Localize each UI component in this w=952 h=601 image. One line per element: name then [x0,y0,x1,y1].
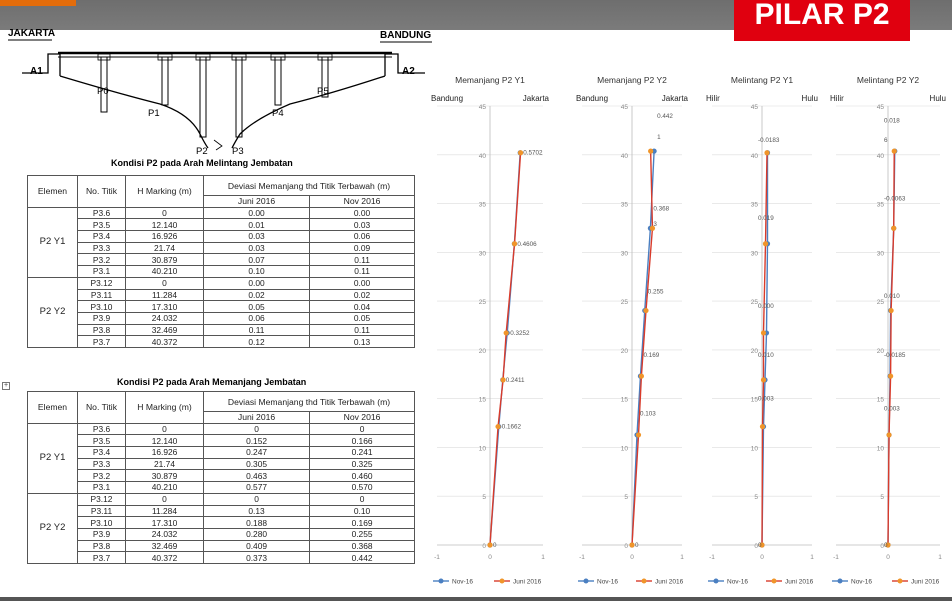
left-direction-label: Hilir [830,94,844,103]
chart-title: Melintang P2 Y2 [856,75,920,85]
table-cell: 0.188 [204,517,310,529]
right-direction-label: Hulu [801,94,818,103]
data-label: 0.169 [643,351,660,359]
table-cell: 0.13 [310,336,415,348]
x-tick-label: 0 [886,554,890,561]
legend-label: Juni 2016 [655,578,684,586]
table-cell: 0.06 [310,231,415,243]
table-transverse [27,175,415,348]
y-tick-label: 0 [754,543,758,550]
col-titik: No. Titik [78,176,126,208]
data-point [512,241,517,246]
table-cell: 16.926 [126,231,204,243]
pier-p4-label: P4 [272,108,284,119]
table-cell: 0.409 [204,540,310,552]
data-label: 0.019 [758,215,774,223]
chart-legend [578,579,684,586]
table-cell: 0.169 [310,517,415,529]
table-row [28,219,415,231]
chart-title: Memanjang P2 Y2 [597,75,667,85]
table-cell: P3.8 [78,324,126,336]
table-cell: 0.305 [204,458,310,470]
legend-marker [772,579,777,584]
table-row [28,301,415,313]
table-cell: 0.373 [204,552,310,564]
data-label: 0.103 [640,410,656,418]
table-cell: P3.2 [78,254,126,266]
col-juni: Juni 2016 [204,196,310,208]
table-row [28,324,415,336]
table-row [28,336,415,348]
y-tick-label: 35 [750,201,758,209]
y-tick-label: 30 [478,250,486,258]
table-row [28,289,415,301]
legend-marker [898,579,903,584]
legend-marker [500,579,505,584]
pier-p5-label: P5 [317,86,329,97]
data-point [763,241,768,246]
table-row [28,470,415,482]
pier-p0-label: P0 [97,86,109,97]
table-cell: 0.11 [204,324,310,336]
table-cell: 0.10 [204,266,310,278]
table-row [28,458,415,470]
col-dev: Deviasi Memanjang thd Titik Terbawah (m) [204,176,415,196]
data-point [504,330,509,335]
abutment-a1-label: A1 [30,66,43,77]
left-direction-label: Bandung [576,94,609,103]
y-tick-label: 30 [750,250,758,258]
table-cell: 0.00 [310,277,415,289]
table-cell: 0 [204,493,310,505]
y-tick-label: 30 [876,250,884,258]
table-cell: 40.210 [126,482,204,494]
table-cell: 30.879 [126,470,204,482]
data-point [761,377,766,382]
table-cell: 0 [126,207,204,219]
data-point [495,424,500,429]
legend-label: Juni 2016 [785,578,814,586]
table-cell: 0.07 [204,254,310,266]
data-point [886,432,891,437]
y-tick-label: 45 [620,104,628,111]
legend-label: Nov-16 [597,578,618,586]
table-row [28,552,415,564]
table-cell: 0.152 [204,435,310,447]
data-label: 0 [758,542,762,549]
table-cell: P3.6 [78,207,126,219]
table-cell: 0.10 [310,505,415,517]
legend-marker [838,579,843,584]
data-label: 0.010 [884,293,900,301]
table-cell: 0.03 [204,231,310,243]
y-tick-label: 25 [876,299,884,307]
right-direction-label: Jakarta [661,94,688,103]
table-cell: P3.9 [78,312,126,324]
y-tick-label: 40 [478,152,486,160]
y-tick-label: 15 [620,396,628,404]
table-cell: 21.74 [126,242,204,254]
table-row [28,277,415,289]
table-cell: 32.469 [126,324,204,336]
data-point [892,149,897,154]
y-tick-label: 25 [478,299,486,307]
y-tick-label: 45 [750,104,758,111]
legend-marker [584,579,589,584]
table-cell: P3.4 [78,447,126,459]
table-cell: 0.166 [310,435,415,447]
table-cell: 0.577 [204,482,310,494]
left-direction-label: Bandung [431,94,464,103]
table-row [28,242,415,254]
table-cell: 0.01 [204,219,310,231]
table-longitudinal-title: Kondisi P2 pada Arah Memanjang Jembatan [117,377,307,387]
data-label: 0 [493,542,497,549]
table-cell: P3.8 [78,540,126,552]
x-tick-label: -1 [434,554,440,561]
table-cell: 0.325 [310,458,415,470]
data-label: 0.5702 [523,149,543,157]
table-cell: 32.469 [126,540,204,552]
data-label: 0 [635,542,639,549]
table-cell: 16.926 [126,447,204,459]
data-label: 0 [884,542,888,549]
table-cell: P3.3 [78,458,126,470]
y-tick-label: 20 [750,347,758,355]
legend-label: Juni 2016 [513,578,542,586]
table-cell: 0.442 [310,552,415,564]
abutment-a2-label: A2 [402,66,415,77]
y-tick-label: 0 [482,543,486,550]
data-point [761,330,766,335]
table-cell: 0.368 [310,540,415,552]
data-label: 0.003 [758,395,774,403]
data-point [487,542,492,547]
group-name: P2 Y1 [28,207,78,277]
x-tick-label: -1 [579,554,585,561]
table-row [28,505,415,517]
y-tick-label: 20 [478,347,486,355]
table-cell: 0.255 [310,528,415,540]
data-label: 0.255 [647,288,664,296]
table-row [28,517,415,529]
col-dev: Deviasi Memanjang thd Titik Terbawah (m) [204,392,415,412]
y-tick-label: 15 [876,396,884,404]
table-cell: 0 [126,423,204,435]
header-accent [0,0,76,6]
table-cell: P3.1 [78,266,126,278]
right-direction-label: Jakarta [522,94,549,103]
data-point [760,424,765,429]
data-point [629,542,634,547]
table-transverse-title: Kondisi P2 pada Arah Melintang Jembatan [111,158,293,168]
table-row [28,254,415,266]
table-cell: 21.74 [126,458,204,470]
chart-melintang-y1 [700,58,824,591]
y-tick-label: 5 [880,494,884,502]
table-cell: 0.460 [310,470,415,482]
data-point [888,374,893,379]
table-row [28,493,415,505]
y-tick-label: 5 [624,494,628,502]
table-cell: 17.310 [126,301,204,313]
table-cell: P3.5 [78,435,126,447]
table-cell: P3.3 [78,242,126,254]
y-tick-label: 10 [620,445,628,453]
y-tick-label: 40 [750,152,758,160]
table-cell: 40.210 [126,266,204,278]
y-tick-label: 10 [876,445,884,453]
right-city-label: BANDUNG [380,30,432,41]
table-cell: 0.06 [204,312,310,324]
y-tick-label: 35 [620,201,628,209]
data-label: -0.0185 [884,351,906,359]
table-cell: 0 [204,423,310,435]
table-row [28,447,415,459]
table-row [28,266,415,278]
table-cell: 0.02 [310,289,415,301]
y-tick-label: 40 [620,152,628,160]
table-cell: 0.12 [204,336,310,348]
y-tick-label: 20 [620,347,628,355]
x-tick-label: 0 [630,554,634,561]
table-cell: 40.372 [126,336,204,348]
table-cell: 0.11 [310,324,415,336]
pier-p3-label: P3 [232,146,244,157]
table-cell: 0.05 [310,312,415,324]
left-city-label: JAKARTA [8,28,56,39]
chart-legend [433,579,542,586]
table-row [28,231,415,243]
table-cell: 0 [126,277,204,289]
table-cell: 0.09 [310,242,415,254]
table-row [28,207,415,219]
data-point [636,432,641,437]
table-cell: P3.2 [78,470,126,482]
data-label: 0.368 [653,205,670,213]
y-tick-label: 35 [478,201,486,209]
chart-memanjang-y2 [570,58,694,591]
data-label: -0.0063 [884,195,906,203]
data-label: 3 [653,221,657,229]
data-label: 6 [884,137,888,145]
table-cell: 0.11 [310,266,415,278]
legend-label: Nov-16 [452,578,473,586]
right-direction-label: Hulu [929,94,946,103]
data-point [643,308,648,313]
y-tick-label: 45 [876,104,884,111]
chart-melintang-y2 [824,58,952,591]
legend-marker [642,579,647,584]
table-row [28,423,415,435]
bridge-schematic [0,24,450,164]
data-label: 0.018 [884,117,900,125]
y-tick-label: 20 [876,347,884,355]
table-cell: P3.1 [78,482,126,494]
table-cell: 0.04 [310,301,415,313]
table-cell: P3.10 [78,301,126,313]
col-titik: No. Titik [78,392,126,424]
table-cell: 0 [310,423,415,435]
col-elemen: Elemen [28,176,78,208]
table-cell: 0.00 [204,207,310,219]
data-label: 0.3252 [510,329,530,337]
x-tick-label: 0 [488,554,492,561]
y-tick-label: 10 [750,445,758,453]
table-cell: 0 [126,493,204,505]
table-cell: 0.00 [204,277,310,289]
col-elemen: Elemen [28,392,78,424]
data-label: 0.442 [657,112,673,120]
series-line-juni-2016 [490,153,521,545]
table-row [28,435,415,447]
table-cell: 0.241 [310,447,415,459]
pier-p2-label: P2 [196,146,208,157]
table-cell: 0.570 [310,482,415,494]
data-label: 0.1662 [501,423,522,431]
y-tick-label: 10 [478,445,486,453]
y-tick-label: 0 [880,543,884,550]
table-row [28,312,415,324]
data-label: -0.0183 [758,137,780,145]
legend-label: Juni 2016 [911,578,940,586]
table-cell: 17.310 [126,517,204,529]
legend-marker [714,579,719,584]
table-move-handle[interactable]: + [3,382,9,389]
table-cell: 11.284 [126,505,204,517]
table-cell: 0.03 [310,219,415,231]
table-cell: P3.9 [78,528,126,540]
y-tick-label: 15 [750,396,758,404]
group-name: P2 Y1 [28,423,78,493]
y-tick-label: 35 [876,201,884,209]
table-row [28,540,415,552]
table-cell: 0.11 [310,254,415,266]
table-cell: 11.284 [126,289,204,301]
table-cell: 0.463 [204,470,310,482]
col-h: H Marking (m) [126,392,204,424]
y-tick-label: 5 [482,494,486,502]
x-tick-label: -1 [709,554,715,561]
y-tick-label: 25 [750,299,758,307]
chart-memanjang-y1 [425,58,555,591]
table-cell: 0.280 [204,528,310,540]
table-cell: 0.03 [204,242,310,254]
data-point [764,150,769,155]
legend-label: Nov-16 [727,578,748,586]
table-cell: P3.6 [78,423,126,435]
table-cell: P3.11 [78,505,126,517]
x-tick-label: 1 [810,554,814,561]
table-cell: P3.4 [78,231,126,243]
group-name: P2 Y2 [28,277,78,347]
x-tick-label: 1 [541,554,545,561]
table-cell: 0.02 [204,289,310,301]
table-cell: 0 [310,493,415,505]
col-h: H Marking (m) [126,176,204,208]
table-cell: 40.372 [126,552,204,564]
table-cell: 0.247 [204,447,310,459]
chart-title: Melintang P2 Y1 [730,75,794,85]
table-cell: 12.140 [126,435,204,447]
table-cell: P3.12 [78,493,126,505]
table-cell: 0.13 [204,505,310,517]
slide-title: PILAR P2 [734,0,910,41]
y-tick-label: 40 [876,152,884,160]
chart-legend [832,579,940,586]
data-label: 0.000 [758,302,774,310]
x-tick-label: 1 [680,554,684,561]
col-nov: Nov 2016 [310,196,415,208]
data-point [639,374,644,379]
table-longitudinal [27,391,415,564]
table-cell: P3.11 [78,289,126,301]
chart-legend [708,579,814,586]
table-cell: 24.032 [126,312,204,324]
table-cell: P3.7 [78,552,126,564]
table-cell: P3.10 [78,517,126,529]
table-cell: 0.05 [204,301,310,313]
col-nov: Nov 2016 [310,412,415,424]
y-tick-label: 15 [478,396,486,404]
x-tick-label: -1 [833,554,839,561]
data-label: 0.2411 [505,376,525,384]
data-label: 0.010 [758,351,774,359]
y-tick-label: 5 [754,494,758,502]
table-cell: 24.032 [126,528,204,540]
data-label: 0.4606 [517,240,537,248]
table-cell: P3.7 [78,336,126,348]
table-row [28,528,415,540]
data-point [891,226,896,231]
left-direction-label: Hilir [706,94,720,103]
col-juni: Juni 2016 [204,412,310,424]
group-name: P2 Y2 [28,493,78,563]
data-label: 0.003 [884,405,900,413]
table-cell: 0.00 [310,207,415,219]
table-cell: P3.5 [78,219,126,231]
x-tick-label: 1 [938,554,942,561]
footer-line [0,597,952,601]
data-label: 1 [657,134,661,142]
series-line-juni-2016 [888,151,894,545]
pier-p1-label: P1 [148,108,160,119]
legend-label: Nov-16 [851,578,872,586]
y-tick-label: 45 [478,104,486,111]
y-tick-label: 25 [620,299,628,307]
x-tick-label: 0 [760,554,764,561]
table-cell: 30.879 [126,254,204,266]
legend-marker [439,579,444,584]
table-cell: P3.12 [78,277,126,289]
y-tick-label: 0 [624,543,628,550]
data-point [889,308,894,313]
table-cell: 12.140 [126,219,204,231]
chart-title: Memanjang P2 Y1 [455,75,525,85]
table-row [28,482,415,494]
data-point [648,149,653,154]
y-tick-label: 30 [620,250,628,258]
